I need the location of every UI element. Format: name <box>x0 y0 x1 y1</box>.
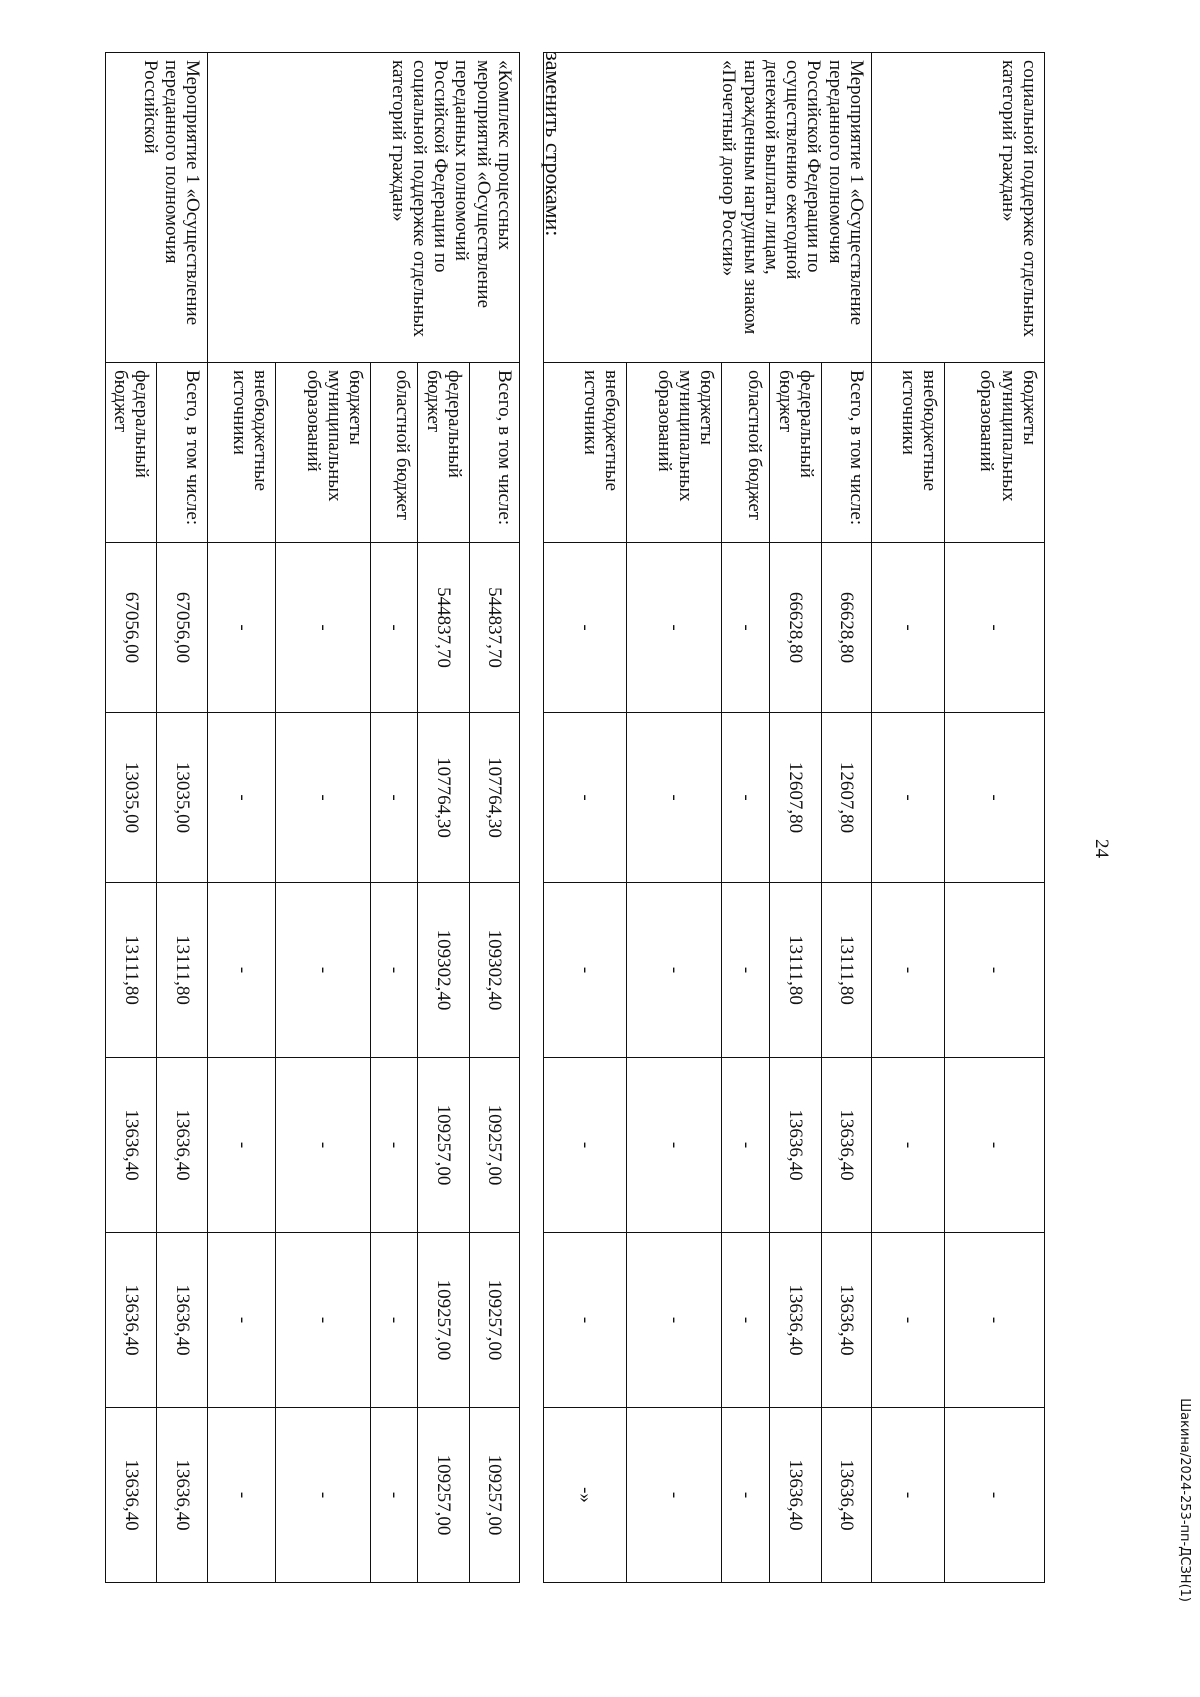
program-label-cell: социальной поддержке отдельных категорий граждан» <box>872 53 1045 363</box>
value-cell: - <box>371 1058 418 1233</box>
value-cell: - <box>276 883 371 1058</box>
value-cell: - <box>276 1233 371 1408</box>
value-cell: - <box>872 713 945 883</box>
value-cell: -» <box>544 1408 627 1583</box>
value-cell: 109257,00 <box>418 1408 470 1583</box>
funding-source-cell: федеральный бюджет <box>770 363 822 543</box>
value-cell: 13636,40 <box>770 1058 822 1233</box>
value-cell: - <box>722 713 770 883</box>
value-cell: - <box>945 1058 1045 1233</box>
value-cell: - <box>872 1233 945 1408</box>
funding-source-cell: Всего, в том числе: <box>822 363 872 543</box>
value-cell: - <box>722 543 770 713</box>
value-cell: 107764,30 <box>418 713 470 883</box>
value-cell: - <box>371 1408 418 1583</box>
document-code: Шакина/2024-253-пп-ДСЗН(1) <box>1177 1398 1192 1602</box>
table-row <box>470 53 520 1583</box>
value-cell: 13111,80 <box>822 883 872 1058</box>
value-cell: - <box>627 883 722 1058</box>
value-cell: 12607,80 <box>822 713 872 883</box>
value-cell: 13111,80 <box>105 883 157 1058</box>
value-cell: - <box>208 543 276 713</box>
funding-source-cell: Всего, в том числе: <box>157 363 208 543</box>
value-cell: - <box>627 713 722 883</box>
value-cell: - <box>208 883 276 1058</box>
value-cell: - <box>544 1233 627 1408</box>
value-cell: 109257,00 <box>470 1233 520 1408</box>
value-cell: - <box>371 883 418 1058</box>
value-cell: - <box>208 1058 276 1233</box>
funding-source-cell: внебюджетные источники <box>208 363 276 543</box>
value-cell: - <box>872 543 945 713</box>
value-cell: 13636,40 <box>770 1408 822 1583</box>
value-cell: - <box>544 543 627 713</box>
value-cell: - <box>627 543 722 713</box>
value-cell: - <box>872 1058 945 1233</box>
funding-source-cell: бюджеты муниципальных образований <box>276 363 371 543</box>
value-cell: - <box>208 1408 276 1583</box>
funding-source-cell: областной бюджет <box>722 363 770 543</box>
value-cell: - <box>276 1058 371 1233</box>
value-cell: 13636,40 <box>157 1058 208 1233</box>
value-cell: - <box>722 1233 770 1408</box>
value-cell: - <box>722 1058 770 1233</box>
value-cell: - <box>276 1408 371 1583</box>
funding-source-cell: федеральный бюджет <box>105 363 157 543</box>
funding-source-cell: федеральный бюджет <box>418 363 470 543</box>
value-cell: - <box>544 883 627 1058</box>
funding-source-cell: областной бюджет <box>371 363 418 543</box>
value-cell: 544837,70 <box>418 543 470 713</box>
value-cell: 13636,40 <box>105 1058 157 1233</box>
value-cell: - <box>208 713 276 883</box>
value-cell: - <box>371 543 418 713</box>
funding-source-cell: бюджеты муниципальных образований <box>945 363 1045 543</box>
value-cell: 13111,80 <box>770 883 822 1058</box>
value-cell: 12607,80 <box>770 713 822 883</box>
value-cell: 13636,40 <box>105 1408 157 1583</box>
value-cell: 13636,40 <box>822 1233 872 1408</box>
value-cell: 544837,70 <box>470 543 520 713</box>
value-cell: - <box>945 543 1045 713</box>
value-cell: - <box>371 1233 418 1408</box>
table-row <box>945 53 1045 1583</box>
program-label-cell: Мероприятие 1 «Осуществление переданного полномочия Российской <box>105 53 208 363</box>
program-label-cell: Мероприятие 1 «Осуществление переданного полномочия Российской Федерации по осуществлению ежегодной денежной выплаты лицам, награжденным нагрудным знаком «Почетный донор России» <box>544 53 872 363</box>
page-number: 24 <box>1091 839 1112 858</box>
value-cell: 13035,00 <box>157 713 208 883</box>
value-cell: 109257,00 <box>470 1408 520 1583</box>
value-cell: - <box>627 1408 722 1583</box>
value-cell: 13636,40 <box>105 1233 157 1408</box>
table-row <box>157 53 208 1583</box>
table-row <box>822 53 872 1583</box>
value-cell: - <box>208 1233 276 1408</box>
value-cell: 13636,40 <box>822 1058 872 1233</box>
value-cell: - <box>627 1233 722 1408</box>
value-cell: 13035,00 <box>105 713 157 883</box>
value-cell: 67056,00 <box>105 543 157 713</box>
value-cell: 66628,80 <box>822 543 872 713</box>
funding-source-cell: Всего, в том числе: <box>470 363 520 543</box>
value-cell: - <box>945 713 1045 883</box>
value-cell: 13636,40 <box>770 1233 822 1408</box>
value-cell: 67056,00 <box>157 543 208 713</box>
value-cell: 109257,00 <box>418 1058 470 1233</box>
value-cell: - <box>544 713 627 883</box>
funding-source-cell: внебюджетные источники <box>544 363 627 543</box>
value-cell: 109302,40 <box>470 883 520 1058</box>
value-cell: - <box>544 1058 627 1233</box>
funding-source-cell: бюджеты муниципальных образований <box>627 363 722 543</box>
value-cell: 13111,80 <box>157 883 208 1058</box>
program-label-cell: «Комплекс процессных мероприятий «Осуществление переданных полномочий Российской Федерации по социальной поддержке отдельных категорий граждан» <box>208 53 520 363</box>
replace-with-rows-heading: заменить строками: <box>541 52 566 237</box>
value-cell: - <box>872 1408 945 1583</box>
value-cell: 107764,30 <box>470 713 520 883</box>
value-cell: - <box>872 883 945 1058</box>
value-cell: - <box>722 883 770 1058</box>
value-cell: - <box>276 543 371 713</box>
value-cell: 109257,00 <box>470 1058 520 1233</box>
value-cell: - <box>371 713 418 883</box>
value-cell: - <box>722 1408 770 1583</box>
value-cell: 13636,40 <box>822 1408 872 1583</box>
budget-table-original <box>543 52 1045 1583</box>
value-cell: 109257,00 <box>418 1233 470 1408</box>
value-cell: - <box>945 1233 1045 1408</box>
value-cell: - <box>276 713 371 883</box>
value-cell: - <box>627 1058 722 1233</box>
funding-source-cell: внебюджетные источники <box>872 363 945 543</box>
value-cell: 13636,40 <box>157 1408 208 1583</box>
value-cell: 109302,40 <box>418 883 470 1058</box>
value-cell: - <box>945 883 1045 1058</box>
value-cell: - <box>945 1408 1045 1583</box>
budget-table-replacement <box>105 52 520 1583</box>
value-cell: 66628,80 <box>770 543 822 713</box>
value-cell: 13636,40 <box>157 1233 208 1408</box>
